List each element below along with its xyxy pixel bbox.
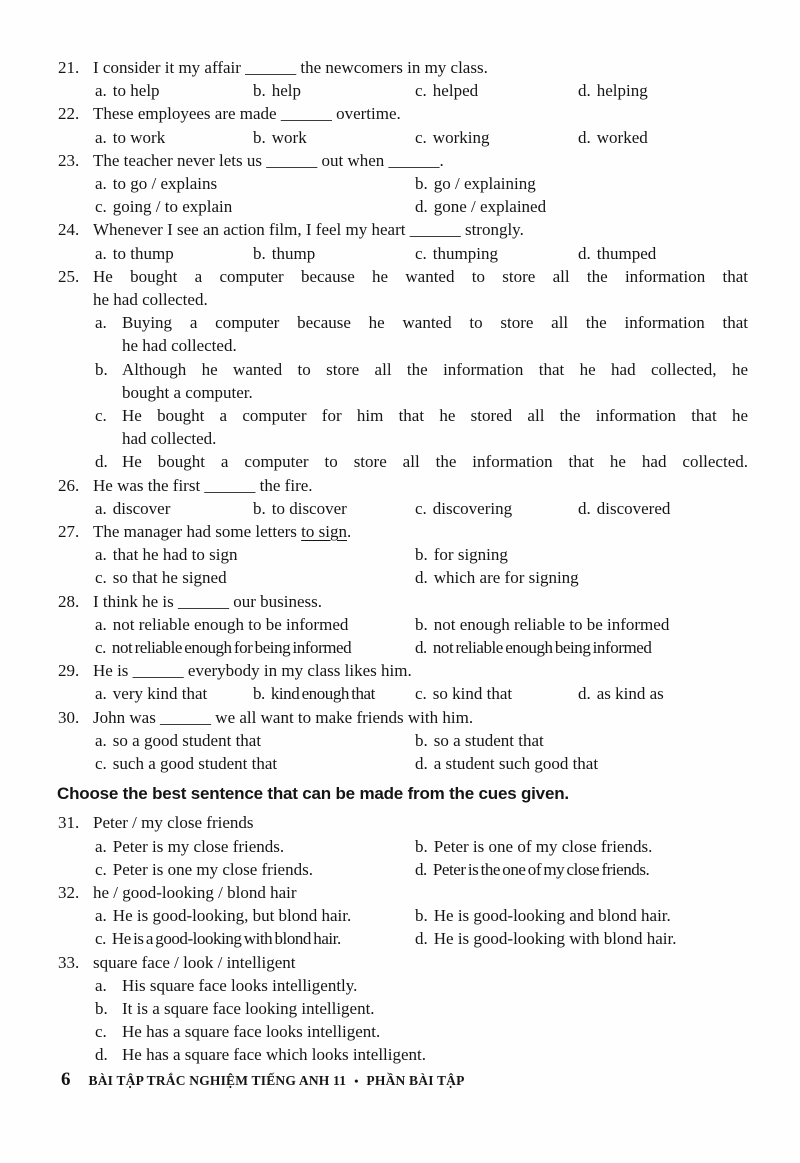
stem-line: I consider it my affair ______ the newcomers in my class.	[93, 58, 488, 77]
option-label: c.	[95, 929, 106, 949]
stem-line: He is ______ everybody in my class likes him.	[93, 661, 412, 681]
option-line: b. Although he wanted to store all the information that he had collected, he	[122, 358, 748, 381]
option-label: c.	[415, 81, 427, 101]
option-c	[95, 404, 748, 450]
footer-book-title: BÀI TẬP TRẮC NGHIỆM TIẾNG ANH 11	[88, 1073, 347, 1088]
option-text: Peter is one my close friends.	[112, 859, 313, 879]
option-label: b.	[415, 614, 428, 634]
question-number: 29.	[58, 661, 80, 681]
option-a	[95, 126, 253, 149]
option-label: c.	[95, 1022, 107, 1042]
option-text: to thump	[112, 243, 174, 263]
question-body	[93, 951, 748, 1067]
options	[93, 974, 748, 1067]
option-text: as kind as	[596, 684, 664, 704]
option-text: He is a good-looking with blond hair.	[111, 929, 341, 949]
stem-line: He bought a computer because he wanted to store all the information that	[93, 266, 748, 286]
option-text: going / to explain	[112, 197, 233, 217]
underlined-text: to sign	[301, 522, 347, 542]
options	[93, 126, 748, 149]
option-d	[578, 497, 748, 520]
option-label: b.	[253, 243, 266, 263]
option-text: such a good student that	[112, 754, 278, 774]
option-line: a. Buying a computer because he wanted to store all the information that	[122, 311, 748, 334]
question-22	[58, 102, 748, 148]
options	[93, 172, 748, 218]
question-body	[93, 218, 748, 264]
option-label: c.	[95, 197, 107, 217]
question-stem	[93, 659, 748, 682]
option-text: helped	[432, 81, 479, 101]
question-body	[93, 474, 748, 520]
question-body	[93, 265, 748, 474]
question-number: 33.	[58, 952, 80, 972]
option-text: not reliable enough being informed	[432, 638, 652, 658]
option-b	[415, 835, 748, 858]
question-24	[58, 218, 748, 264]
option-label: b.	[415, 174, 428, 194]
question-23	[58, 149, 748, 219]
option-text: help	[271, 81, 302, 101]
option-text: not reliable enough for being informed	[111, 638, 352, 658]
option-label: d.	[415, 638, 427, 658]
page-footer	[61, 1068, 465, 1093]
option-b	[253, 682, 415, 705]
option-text: not enough reliable to be informed	[433, 614, 670, 634]
option-line: a. His square face looks intelligently.	[122, 974, 748, 997]
question-stem	[93, 520, 748, 543]
option-c	[415, 497, 578, 520]
option-a	[95, 242, 253, 265]
option-a	[95, 311, 748, 357]
option-label: c.	[95, 754, 107, 774]
options	[93, 79, 748, 102]
option-a	[95, 904, 415, 927]
option-d	[415, 927, 748, 950]
option-label: d.	[578, 243, 591, 263]
option-a	[95, 172, 415, 195]
option-label: d.	[415, 754, 428, 774]
question-body	[93, 659, 748, 705]
options	[93, 729, 748, 775]
stem-line: He was the first ______ the fire.	[93, 475, 313, 495]
question-number: 23.	[58, 150, 80, 170]
option-b	[95, 997, 748, 1020]
option-text: to work	[112, 127, 166, 147]
question-number: 31.	[58, 813, 80, 833]
option-b	[253, 79, 415, 102]
question-number: 24.	[58, 220, 80, 240]
option-c	[95, 1020, 748, 1043]
option-text: which are for signing	[433, 568, 579, 588]
option-text: not reliable enough to be informed	[112, 614, 349, 634]
option-d	[95, 450, 748, 473]
option-c	[415, 242, 578, 265]
option-c	[415, 79, 578, 102]
option-label: a.	[95, 127, 107, 147]
option-text: kind enough that	[270, 684, 375, 704]
option-text: work	[271, 127, 307, 147]
question-number: 28.	[58, 591, 80, 611]
stem-line: he / good-looking / blond hair	[93, 882, 297, 902]
question-28	[58, 590, 748, 660]
question-stem	[93, 56, 748, 79]
options	[93, 613, 748, 659]
option-label: c.	[415, 127, 427, 147]
option-text: worked	[596, 127, 648, 147]
question-body	[93, 102, 748, 148]
stem-line: I think he is ______ our business.	[93, 591, 323, 611]
question-stem	[93, 881, 748, 904]
option-a	[95, 543, 415, 566]
question-body	[93, 520, 748, 590]
option-text: helping	[596, 81, 648, 101]
option-label: d.	[415, 929, 428, 949]
question-33	[58, 951, 748, 1067]
option-b	[415, 543, 748, 566]
question-number: 27.	[58, 522, 80, 542]
option-label: b.	[253, 127, 266, 147]
option-label: d.	[95, 452, 108, 472]
question-26	[58, 474, 748, 520]
option-text: discovering	[432, 498, 513, 518]
option-d	[578, 126, 748, 149]
stem-line: These employees are made ______ overtime.	[93, 104, 401, 124]
option-label: a.	[95, 174, 107, 194]
option-d	[578, 79, 748, 102]
option-b	[253, 126, 415, 149]
question-stem	[93, 951, 748, 974]
option-text: to help	[112, 81, 160, 101]
option-label: a.	[95, 684, 107, 704]
option-d	[578, 682, 748, 705]
option-label: a.	[95, 313, 107, 333]
option-d	[415, 858, 748, 881]
option-d	[415, 195, 748, 218]
option-label: d.	[415, 197, 428, 217]
question-30	[58, 706, 748, 776]
question-stem	[93, 218, 748, 241]
option-label: d.	[578, 498, 591, 518]
option-a	[95, 835, 415, 858]
option-text: He is good-looking and blond hair.	[433, 906, 671, 926]
option-text: so a student that	[433, 730, 544, 750]
option-line: bought a computer.	[122, 382, 253, 402]
footer-bullet-icon: •	[354, 1074, 359, 1088]
option-text: to go / explains	[112, 174, 218, 194]
option-label: a.	[95, 498, 107, 518]
option-label: b.	[415, 836, 428, 856]
option-label: a.	[95, 243, 107, 263]
option-c	[95, 566, 415, 589]
question-number: 25.	[58, 266, 80, 286]
question-number: 22.	[58, 104, 80, 124]
option-d	[578, 242, 748, 265]
option-label: c.	[95, 568, 107, 588]
question-stem	[93, 265, 748, 311]
option-c	[95, 636, 415, 659]
question-25	[58, 265, 748, 474]
option-label: c.	[95, 859, 107, 879]
option-line: b. It is a square face looking intelligent.	[122, 997, 748, 1020]
option-label: b.	[95, 359, 108, 379]
option-label: b.	[253, 498, 266, 518]
option-a	[95, 974, 748, 997]
option-label: b.	[415, 545, 428, 565]
option-text: so a good student that	[112, 730, 262, 750]
option-line: he had collected.	[122, 336, 237, 356]
question-stem	[93, 149, 748, 172]
option-text: so kind that	[432, 684, 513, 704]
option-b	[253, 242, 415, 265]
option-text: He is good-looking with blond hair.	[433, 929, 677, 949]
option-label: d.	[578, 81, 591, 101]
option-b	[415, 172, 748, 195]
question-number: 26.	[58, 475, 80, 495]
options	[93, 835, 748, 881]
option-c	[415, 682, 578, 705]
option-d	[415, 566, 748, 589]
question-body	[93, 706, 748, 776]
option-c	[95, 927, 415, 950]
question-body	[93, 590, 748, 660]
question-29	[58, 659, 748, 705]
option-a	[95, 79, 253, 102]
options	[93, 904, 748, 950]
question-number: 32.	[58, 882, 80, 902]
option-a	[95, 497, 253, 520]
option-text: thumped	[596, 243, 657, 263]
option-label: a.	[95, 730, 107, 750]
option-label: c.	[415, 684, 427, 704]
question-number: 21.	[58, 58, 80, 77]
stem-line: The manager had some letters to sign.	[93, 522, 352, 542]
footer-section-title: PHẦN BÀI TẬP	[366, 1073, 465, 1088]
options	[93, 497, 748, 520]
option-text: working	[432, 127, 490, 147]
stem-line: Whenever I see an action film, I feel my heart ______ strongly.	[93, 220, 524, 240]
option-text: to discover	[271, 498, 347, 518]
options	[93, 682, 748, 705]
option-a	[95, 682, 253, 705]
section-heading: Choose the best sentence that can be made from the cues given.	[57, 784, 569, 804]
option-label: d.	[415, 568, 428, 588]
question-body	[93, 149, 748, 219]
question-32	[58, 881, 748, 951]
option-text: go / explaining	[433, 174, 536, 194]
option-text: that he had to sign	[112, 545, 238, 565]
option-line: had collected.	[122, 429, 217, 449]
question-stem	[93, 102, 748, 125]
option-b	[415, 904, 748, 927]
content	[58, 56, 748, 1067]
option-text: so that he signed	[112, 568, 227, 588]
question-body	[93, 881, 748, 951]
option-label: a.	[95, 545, 107, 565]
option-label: c.	[415, 498, 427, 518]
stem-line: square face / look / intelligent	[93, 952, 296, 972]
option-b	[415, 729, 748, 752]
option-label: b.	[95, 998, 108, 1018]
option-d	[415, 752, 748, 775]
option-b	[95, 358, 748, 404]
option-label: a.	[95, 614, 107, 634]
stem-line: The teacher never lets us ______ out when ______.	[93, 150, 444, 170]
question-body	[93, 811, 748, 881]
option-label: c.	[95, 638, 106, 658]
option-text: thump	[271, 243, 316, 263]
option-label: b.	[415, 906, 428, 926]
option-text: Peter is my close friends.	[112, 836, 285, 856]
question-body	[93, 56, 748, 102]
option-text: discovered	[596, 498, 671, 518]
options	[93, 543, 748, 589]
question-stem	[93, 590, 748, 613]
question-27	[58, 520, 748, 590]
option-text: very kind that	[112, 684, 208, 704]
option-label: d.	[578, 684, 591, 704]
stem-line: he had collected.	[93, 290, 208, 310]
question-21	[58, 56, 748, 102]
option-c	[95, 752, 415, 775]
option-label: c.	[95, 406, 107, 426]
option-b	[253, 497, 415, 520]
option-label: a.	[95, 836, 107, 856]
option-text: gone / explained	[433, 197, 547, 217]
option-text: a student such good that	[433, 754, 599, 774]
option-line: c. He bought a computer for him that he stored all the information that he	[122, 404, 748, 427]
option-text: Peter is one of my close friends.	[433, 836, 653, 856]
option-label: c.	[415, 243, 427, 263]
question-number: 30.	[58, 707, 80, 727]
option-text: Peter is the one of my close friends.	[432, 859, 650, 879]
option-text: He is good-looking, but blond hair.	[112, 906, 352, 926]
option-line: d. He has a square face which looks intelligent.	[122, 1043, 748, 1066]
stem-line: Peter / my close friends	[93, 813, 254, 833]
option-label: b.	[253, 81, 266, 101]
question-31	[58, 811, 748, 881]
option-a	[95, 613, 415, 636]
option-c	[95, 195, 415, 218]
question-stem	[93, 706, 748, 729]
option-label: a.	[95, 975, 107, 995]
option-d	[415, 636, 748, 659]
stem-line: John was ______ we all want to make friends with him.	[93, 707, 474, 727]
option-d	[95, 1043, 748, 1066]
option-text: for signing	[433, 545, 508, 565]
option-line: c. He has a square face looks intelligent.	[122, 1020, 748, 1043]
option-label: d.	[415, 859, 427, 879]
option-label: a.	[95, 81, 107, 101]
option-c	[415, 126, 578, 149]
option-label: b.	[253, 684, 265, 704]
question-stem	[93, 811, 748, 834]
option-text: discover	[112, 498, 171, 518]
option-label: d.	[578, 127, 591, 147]
option-b	[415, 613, 748, 636]
option-c	[95, 858, 415, 881]
option-label: b.	[415, 730, 428, 750]
option-text: thumping	[432, 243, 498, 263]
option-a	[95, 729, 415, 752]
option-label: d.	[95, 1045, 108, 1065]
option-line: d. He bought a computer to store all the information that he had collected.	[122, 450, 748, 473]
page-number: 6	[61, 1069, 71, 1090]
options	[93, 311, 748, 473]
options	[93, 242, 748, 265]
option-label: a.	[95, 906, 107, 926]
question-stem	[93, 474, 748, 497]
